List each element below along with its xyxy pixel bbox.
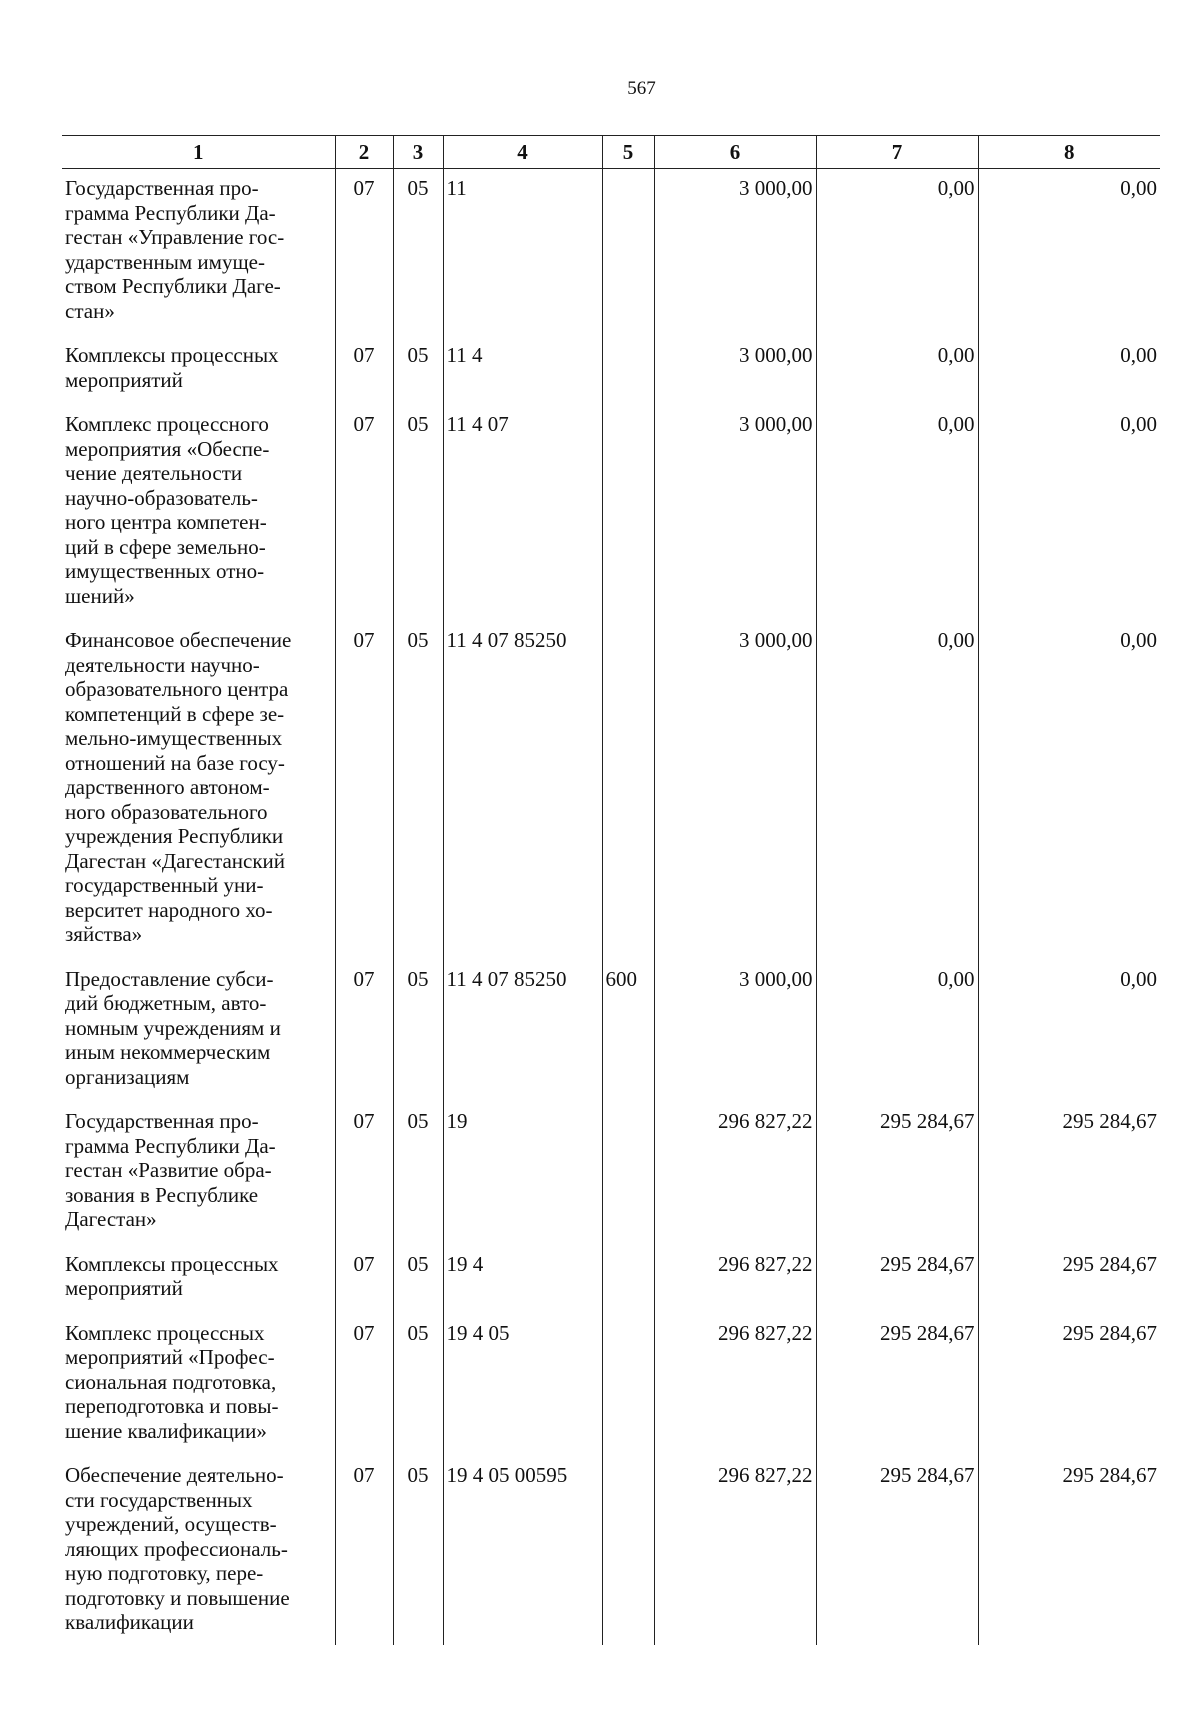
expense-type-cell	[602, 1102, 654, 1245]
subsection-code-cell: 05	[393, 405, 443, 621]
table-body	[62, 169, 1160, 1645]
row-name-cell: Государственная про- грамма Республики Да- гестан «Управление гос- ударственным имуще- ством Республики Даге- стан»	[62, 169, 335, 337]
target-article-cell: 11 4 07	[443, 405, 602, 621]
amount-year2-cell: 0,00	[816, 336, 978, 405]
amount-year3-cell: 0,00	[978, 621, 1160, 960]
amount-year1-cell: 296 827,22	[654, 1456, 816, 1645]
expense-type-cell	[602, 169, 654, 337]
section-code-cell: 07	[335, 405, 393, 621]
amount-year3-cell: 295 284,67	[978, 1245, 1160, 1314]
amount-year1-cell: 3 000,00	[654, 960, 816, 1103]
row-name-cell: Предоставление субси- дий бюджетным, авто- номным учреждениям и иным некоммерческим организациям	[62, 960, 335, 1103]
amount-year2-cell: 0,00	[816, 960, 978, 1103]
target-article-cell: 11 4 07 85250	[443, 960, 602, 1103]
target-article-cell: 11 4 07 85250	[443, 621, 602, 960]
subsection-code-cell: 05	[393, 169, 443, 337]
amount-year3-cell: 0,00	[978, 336, 1160, 405]
target-article-cell: 19 4	[443, 1245, 602, 1314]
page-number: 567	[627, 78, 656, 99]
expense-type-cell: 600	[602, 960, 654, 1103]
table-row	[62, 1245, 1160, 1314]
table-row	[62, 169, 1160, 337]
column-header-7: 7	[816, 136, 978, 169]
subsection-code-cell: 05	[393, 960, 443, 1103]
subsection-code-cell: 05	[393, 1102, 443, 1245]
amount-year2-cell: 295 284,67	[816, 1102, 978, 1245]
subsection-code-cell: 05	[393, 336, 443, 405]
expense-type-cell	[602, 405, 654, 621]
section-code-cell: 07	[335, 621, 393, 960]
section-code-cell: 07	[335, 960, 393, 1103]
section-code-cell: 07	[335, 1245, 393, 1314]
row-name-cell: Комплексы процессных мероприятий	[62, 336, 335, 405]
expense-type-cell	[602, 1456, 654, 1645]
amount-year3-cell: 0,00	[978, 169, 1160, 337]
amount-year3-cell: 295 284,67	[978, 1456, 1160, 1645]
amount-year2-cell: 0,00	[816, 621, 978, 960]
subsection-code-cell: 05	[393, 621, 443, 960]
table-row	[62, 1102, 1160, 1245]
column-header-4: 4	[443, 136, 602, 169]
table-header	[62, 136, 1160, 169]
expense-type-cell	[602, 336, 654, 405]
target-article-cell: 19 4 05 00595	[443, 1456, 602, 1645]
section-code-cell: 07	[335, 336, 393, 405]
row-name-cell: Комплексы процессных мероприятий	[62, 1245, 335, 1314]
amount-year1-cell: 296 827,22	[654, 1102, 816, 1245]
table-row	[62, 405, 1160, 621]
target-article-cell: 11	[443, 169, 602, 337]
section-code-cell: 07	[335, 169, 393, 337]
table-row	[62, 1314, 1160, 1457]
header-row	[62, 136, 1160, 169]
amount-year2-cell: 0,00	[816, 405, 978, 621]
amount-year1-cell: 3 000,00	[654, 621, 816, 960]
column-header-8: 8	[978, 136, 1160, 169]
column-header-5: 5	[602, 136, 654, 169]
amount-year3-cell: 0,00	[978, 960, 1160, 1103]
table-row	[62, 336, 1160, 405]
amount-year3-cell: 295 284,67	[978, 1102, 1160, 1245]
column-header-3: 3	[393, 136, 443, 169]
amount-year1-cell: 3 000,00	[654, 405, 816, 621]
section-code-cell: 07	[335, 1456, 393, 1645]
section-code-cell: 07	[335, 1102, 393, 1245]
amount-year2-cell: 295 284,67	[816, 1245, 978, 1314]
subsection-code-cell: 05	[393, 1456, 443, 1645]
row-name-cell: Государственная про- грамма Республики Да- гестан «Развитие обра- зования в Республике Дагестан»	[62, 1102, 335, 1245]
amount-year3-cell: 0,00	[978, 405, 1160, 621]
row-name-cell: Комплекс процессного мероприятия «Обеспе- чение деятельности научно-образователь- ного центра компетен- ций в сфере земельно- имущественных отно- шений»	[62, 405, 335, 621]
subsection-code-cell: 05	[393, 1245, 443, 1314]
row-name-cell: Комплекс процессных мероприятий «Профес- сиональная подготовка, переподготовка и повы- шение квалификации»	[62, 1314, 335, 1457]
amount-year1-cell: 3 000,00	[654, 169, 816, 337]
budget-table	[62, 135, 1160, 1645]
amount-year2-cell: 0,00	[816, 169, 978, 337]
table-row	[62, 1456, 1160, 1645]
expense-type-cell	[602, 1314, 654, 1457]
section-code-cell: 07	[335, 1314, 393, 1457]
column-header-6: 6	[654, 136, 816, 169]
expense-type-cell	[602, 621, 654, 960]
amount-year2-cell: 295 284,67	[816, 1314, 978, 1457]
target-article-cell: 19	[443, 1102, 602, 1245]
row-name-cell: Обеспечение деятельно- сти государственных учреждений, осуществ- ляющих профессиональ- ную подготовку, пере- подготовку и повышение квалификации	[62, 1456, 335, 1645]
amount-year1-cell: 3 000,00	[654, 336, 816, 405]
table-row	[62, 621, 1160, 960]
subsection-code-cell: 05	[393, 1314, 443, 1457]
expense-type-cell	[602, 1245, 654, 1314]
column-header-2: 2	[335, 136, 393, 169]
amount-year2-cell: 295 284,67	[816, 1456, 978, 1645]
amount-year1-cell: 296 827,22	[654, 1245, 816, 1314]
column-header-1: 1	[62, 136, 335, 169]
amount-year1-cell: 296 827,22	[654, 1314, 816, 1457]
target-article-cell: 19 4 05	[443, 1314, 602, 1457]
table-row	[62, 960, 1160, 1103]
target-article-cell: 11 4	[443, 336, 602, 405]
row-name-cell: Финансовое обеспечение деятельности научно- образовательного центра компетенций в сфере зе- мельно-имущественных отношений на базе госу- дарственного автоном- ного образовательного учреждения Республики Дагестан «Дагестанский государственный уни- верситет народного хо- зяйства»	[62, 621, 335, 960]
amount-year3-cell: 295 284,67	[978, 1314, 1160, 1457]
